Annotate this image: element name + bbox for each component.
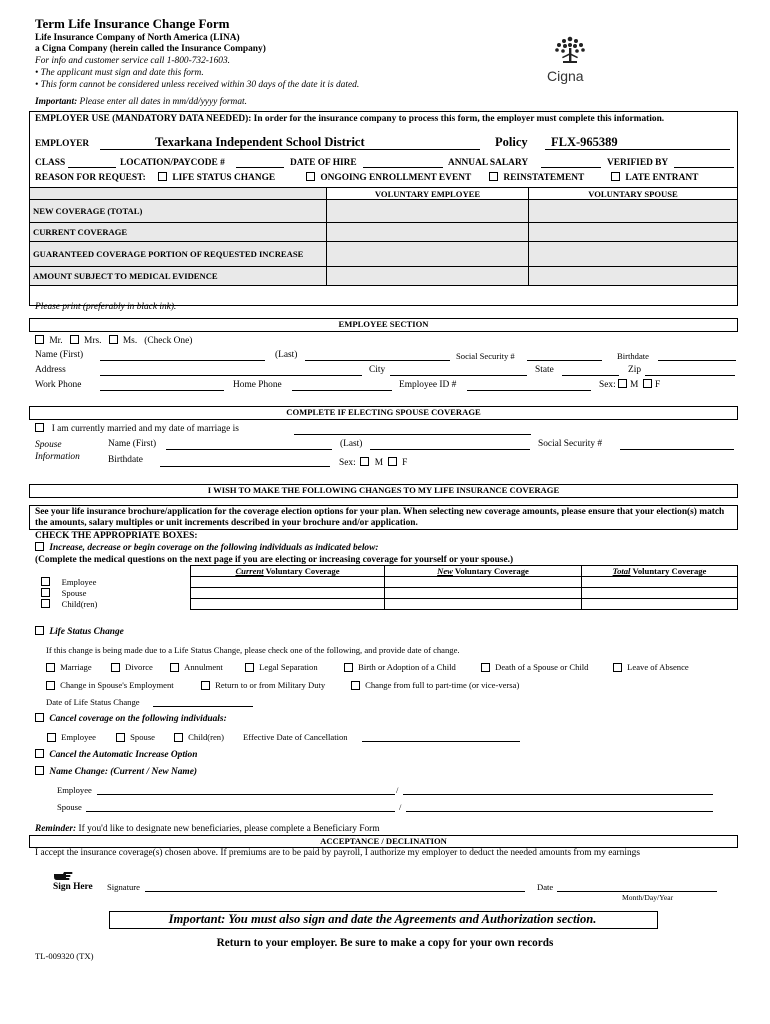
checkbox-icon[interactable]: [611, 172, 620, 181]
children-new-cell[interactable]: [385, 599, 582, 610]
name-change-slash-2: /: [399, 802, 402, 812]
employee-section-header: EMPLOYEE SECTION: [29, 318, 738, 332]
checkbox-icon[interactable]: [35, 749, 44, 758]
employer-field[interactable]: Texarkana Independent School District: [155, 135, 365, 149]
logo-wordmark: Cigna: [547, 68, 584, 84]
name-change-employee-label: Employee: [57, 785, 92, 795]
medical-questions-note: (Complete the medical questions on the next page if you are electing or increasing coverage for yourself or your spouse.): [35, 555, 514, 565]
checkbox-icon[interactable]: [47, 733, 56, 742]
cancel-date-field[interactable]: [362, 741, 520, 742]
name-change-spouse-label: Spouse: [57, 802, 82, 812]
date-format-hint: Month/Day/Year: [622, 893, 674, 902]
checkbox-icon[interactable]: [174, 733, 183, 742]
check-boxes-heading: CHECK THE APPROPRIATE BOXES:: [35, 531, 198, 541]
employee-current-name-field[interactable]: [97, 794, 395, 795]
brochure-notice: See your life insurance brochure/application for the coverage election options for your plan. When selecting new coverage amounts, please ensure that your election(s) match the amounts, salary multiples or unit increments described in your brochure and/or application.: [35, 507, 725, 528]
print-note: Please print (preferably in black ink).: [35, 302, 177, 312]
checkbox-icon[interactable]: [35, 542, 44, 551]
event-full-part-time[interactable]: Change from full to part-time (or vice-versa): [351, 680, 519, 691]
reason-ongoing-enrollment[interactable]: ONGOING ENROLLMENT EVENT: [306, 173, 471, 183]
checkbox-icon[interactable]: [41, 588, 50, 597]
checkbox-icon[interactable]: [35, 766, 44, 775]
cancel-date-label: Effective Date of Cancellation: [243, 732, 348, 742]
cancel-coverage-option[interactable]: Cancel coverage on the following individuals:: [35, 714, 227, 724]
spouse-last-name-field[interactable]: [370, 449, 530, 450]
tree-icon: [545, 35, 595, 65]
employer-notice: EMPLOYER USE (MANDATORY DATA NEEDED): In order for the insurance company to process this form, the employer must complete this information.: [35, 114, 665, 124]
spouse-sex-options: Sex: M F: [339, 458, 408, 468]
reason-label: REASON FOR REQUEST:: [35, 173, 146, 183]
checkbox-icon[interactable]: [46, 681, 55, 690]
acceptance-text: I accept the insurance coverage(s) chosen above. If premiums are to be paid by payroll, I authorize my employer to deduct the needed amounts from my earnings: [35, 848, 640, 858]
class-field[interactable]: [68, 167, 116, 168]
checkbox-icon[interactable]: [158, 172, 167, 181]
cancel-children[interactable]: Child(ren): [174, 732, 224, 743]
employee-birthdate-field[interactable]: [658, 360, 736, 361]
employee-current-cell[interactable]: [191, 577, 385, 588]
life-status-note: If this change is being made due to a Life Status Change, please check one of the following, and provide date of change.: [46, 645, 460, 655]
spouse-last-name-label: (Last): [340, 439, 363, 449]
employee-first-name-field[interactable]: [100, 360, 265, 361]
new-coverage-spouse-cell[interactable]: [529, 200, 738, 223]
checkbox-icon[interactable]: [111, 663, 120, 672]
checkbox-icon[interactable]: [245, 663, 254, 672]
event-death[interactable]: Death of a Spouse or Child: [481, 662, 588, 673]
voluntary-coverage-table: [29, 565, 738, 610]
col-current-coverage: Current Voluntary Coverage: [191, 566, 385, 577]
row-spouse[interactable]: Spouse: [29, 588, 191, 599]
verified-label: VERIFIED BY: [607, 158, 669, 168]
work-phone-label: Work Phone: [35, 380, 82, 390]
address-field[interactable]: [100, 375, 362, 376]
checkbox-icon[interactable]: [489, 172, 498, 181]
checkbox-icon[interactable]: [306, 172, 315, 181]
address-label: Address: [35, 365, 66, 375]
class-label: CLASS: [35, 158, 66, 168]
checkbox-icon[interactable]: [35, 713, 44, 722]
spouse-first-name-label: Name (First): [108, 439, 157, 449]
row-guaranteed-coverage: GUARANTEED COVERAGE PORTION OF REQUESTED INCREASE: [30, 242, 327, 267]
spouse-section-header: COMPLETE IF ELECTING SPOUSE COVERAGE: [29, 406, 738, 420]
checkbox-icon[interactable]: [35, 423, 44, 432]
agreements-reminder: Important: You must also sign and date the Agreements and Authorization section.: [168, 912, 597, 926]
customer-service-info: For info and customer service call 1-800-732-1603.: [35, 56, 231, 66]
home-phone-label: Home Phone: [233, 380, 282, 390]
pointing-hand-icon: [53, 869, 73, 881]
checkbox-icon[interactable]: [41, 577, 50, 586]
col-new-coverage: New Voluntary Coverage: [385, 566, 582, 577]
checkbox-icon[interactable]: [344, 663, 353, 672]
checkbox-icon[interactable]: [41, 599, 50, 608]
reason-late-entrant[interactable]: LATE ENTRANT: [611, 173, 698, 183]
guaranteed-employee-cell[interactable]: [327, 242, 529, 267]
checkbox-icon[interactable]: [360, 457, 369, 466]
employee-ssn-label: Social Security #: [456, 351, 515, 361]
coverage-amount-table: [29, 187, 738, 286]
salary-label: ANNUAL SALARY: [448, 158, 529, 168]
event-birth-adoption[interactable]: Birth or Adoption of a Child: [344, 662, 456, 673]
salary-field[interactable]: [541, 167, 601, 168]
children-current-cell[interactable]: [191, 599, 385, 610]
zip-field[interactable]: [645, 375, 735, 376]
employee-id-label: Employee ID #: [399, 380, 457, 390]
life-status-date-field[interactable]: [153, 706, 253, 707]
medical-evidence-employee-cell[interactable]: [327, 267, 529, 286]
signature-label: Signature: [107, 882, 140, 892]
spouse-first-name-field[interactable]: [166, 449, 332, 450]
spouse-current-cell[interactable]: [191, 588, 385, 599]
city-label: City: [369, 365, 386, 375]
home-phone-field[interactable]: [292, 390, 392, 391]
medical-evidence-spouse-cell[interactable]: [529, 267, 738, 286]
spouse-birthdate-field[interactable]: [160, 466, 330, 467]
signature-field[interactable]: [145, 891, 525, 892]
name-change-option[interactable]: Name Change: (Current / New Name): [35, 767, 197, 777]
col-voluntary-employee: VOLUNTARY EMPLOYEE: [327, 188, 529, 200]
reason-life-status[interactable]: LIFE STATUS CHANGE: [158, 173, 275, 183]
cancel-spouse[interactable]: Spouse: [116, 732, 155, 743]
reason-reinstatement[interactable]: REINSTATEMENT: [489, 173, 584, 183]
spouse-information-label: Spouse Information: [35, 440, 80, 462]
form-number: TL-009320 (TX): [35, 951, 94, 961]
work-phone-field[interactable]: [100, 390, 224, 391]
checkbox-icon[interactable]: [70, 335, 79, 344]
col-total-coverage: Total Voluntary Coverage: [582, 566, 738, 577]
event-spouse-employment[interactable]: Change in Spouse's Employment: [46, 680, 174, 691]
state-field[interactable]: [562, 375, 619, 376]
checkbox-icon[interactable]: [618, 379, 627, 388]
location-field[interactable]: [236, 167, 284, 168]
children-total-cell[interactable]: [582, 599, 738, 610]
spouse-birthdate-label: Birthdate: [108, 455, 143, 465]
spouse-ssn-field[interactable]: [620, 449, 734, 450]
form-title: Term Life Insurance Change Form: [35, 16, 230, 31]
title-options: Mr. Mrs. Ms. (Check One): [35, 336, 192, 346]
date-format-note: Important: Please enter all dates in mm/dd/yyyy format.: [35, 97, 247, 107]
row-employee[interactable]: Employee: [29, 577, 191, 588]
life-status-option[interactable]: Life Status Change: [35, 627, 124, 637]
checkbox-icon[interactable]: [388, 457, 397, 466]
event-leave-of-absence[interactable]: Leave of Absence: [613, 662, 689, 673]
employee-last-name-label: (Last): [275, 350, 298, 360]
checkbox-icon[interactable]: [116, 733, 125, 742]
company-subtitle: a Cigna Company (herein called the Insurance Company): [35, 44, 266, 54]
row-children[interactable]: Child(ren): [29, 599, 191, 610]
checkbox-icon[interactable]: [201, 681, 210, 690]
guaranteed-spouse-cell[interactable]: [529, 242, 738, 267]
spouse-ssn-label: Social Security #: [538, 439, 603, 449]
event-annulment[interactable]: Annulment: [170, 662, 223, 673]
row-new-coverage: NEW COVERAGE (TOTAL): [30, 200, 327, 223]
row-current-coverage: CURRENT COVERAGE: [30, 223, 327, 242]
event-legal-separation[interactable]: Legal Separation: [245, 662, 318, 673]
employee-total-cell[interactable]: [582, 577, 738, 588]
hire-date-label: DATE OF HIRE: [290, 158, 357, 168]
hire-date-field[interactable]: [363, 167, 443, 168]
employee-id-field[interactable]: [467, 390, 591, 391]
checkbox-icon[interactable]: [643, 379, 652, 388]
checkbox-icon[interactable]: [35, 335, 44, 344]
spouse-current-name-field[interactable]: [86, 811, 395, 812]
employee-new-cell[interactable]: [385, 577, 582, 588]
cancel-auto-increase-option[interactable]: Cancel the Automatic Increase Option: [35, 750, 197, 760]
checkbox-icon[interactable]: [481, 663, 490, 672]
cigna-logo: [545, 35, 595, 84]
name-change-slash-1: /: [396, 785, 399, 795]
company-name: Life Insurance Company of North America (LINA): [35, 33, 240, 43]
event-divorce[interactable]: Divorce: [111, 662, 153, 673]
row-medical-evidence: AMOUNT SUBJECT TO MEDICAL EVIDENCE: [30, 267, 327, 286]
spouse-new-cell[interactable]: [385, 588, 582, 599]
date-label: Date: [537, 882, 554, 892]
employee-first-name-label: Name (First): [35, 350, 84, 360]
checkbox-icon[interactable]: [613, 663, 622, 672]
current-coverage-employee-cell[interactable]: [327, 223, 529, 242]
checkbox-icon[interactable]: [351, 681, 360, 690]
location-label: LOCATION/PAYCODE #: [120, 158, 225, 168]
policy-label: Policy: [495, 135, 528, 149]
checkbox-icon[interactable]: [109, 335, 118, 344]
employee-sex-options: Sex: M F: [599, 380, 661, 390]
zip-label: Zip: [628, 365, 642, 375]
signature-date-field[interactable]: [557, 891, 717, 892]
spouse-total-cell[interactable]: [582, 588, 738, 599]
verified-field[interactable]: [674, 167, 734, 168]
marriage-checkbox[interactable]: I am currently married and my date of marriage is: [35, 424, 239, 434]
employee-new-name-field[interactable]: [403, 794, 713, 795]
event-marriage[interactable]: Marriage: [46, 662, 92, 673]
instruction-bullet-2: • This form cannot be considered unless received within 30 days of the date it is dated.: [35, 80, 360, 90]
increase-option[interactable]: Increase, decrease or begin coverage on the following individuals as indicated below:: [35, 543, 379, 553]
policy-field[interactable]: FLX-965389: [551, 135, 618, 149]
changes-section-header: I WISH TO MAKE THE FOLLOWING CHANGES TO MY LIFE INSURANCE COVERAGE: [29, 484, 738, 498]
current-coverage-spouse-cell[interactable]: [529, 223, 738, 242]
employee-last-name-field[interactable]: [305, 360, 450, 361]
life-status-date-label: Date of Life Status Change: [46, 697, 140, 707]
state-label: State: [535, 365, 554, 375]
employee-birthdate-label: Birthdate: [617, 351, 649, 361]
spouse-new-name-field[interactable]: [406, 811, 713, 812]
return-instructions: Return to your employer. Be sure to make a copy for your own records: [216, 937, 554, 949]
checkbox-icon[interactable]: [35, 626, 44, 635]
acceptance-section-header: ACCEPTANCE / DECLINATION: [29, 835, 738, 848]
sign-here-label: Sign Here: [53, 882, 93, 892]
cancel-employee[interactable]: Employee: [47, 732, 96, 743]
beneficiary-reminder: Reminder: If you'd like to designate new beneficiaries, please complete a Beneficiary Form: [35, 824, 380, 834]
city-field[interactable]: [390, 375, 527, 376]
new-coverage-employee-cell[interactable]: [327, 200, 529, 223]
employee-ssn-field[interactable]: [527, 360, 602, 361]
col-voluntary-spouse: VOLUNTARY SPOUSE: [529, 188, 738, 200]
checkbox-icon[interactable]: [170, 663, 179, 672]
instruction-bullet-1: • The applicant must sign and date this form.: [35, 68, 204, 78]
checkbox-icon[interactable]: [46, 663, 55, 672]
marriage-date-field[interactable]: [294, 434, 531, 435]
employer-label: EMPLOYER: [35, 139, 90, 149]
event-military-duty[interactable]: Return to or from Military Duty: [201, 680, 325, 691]
